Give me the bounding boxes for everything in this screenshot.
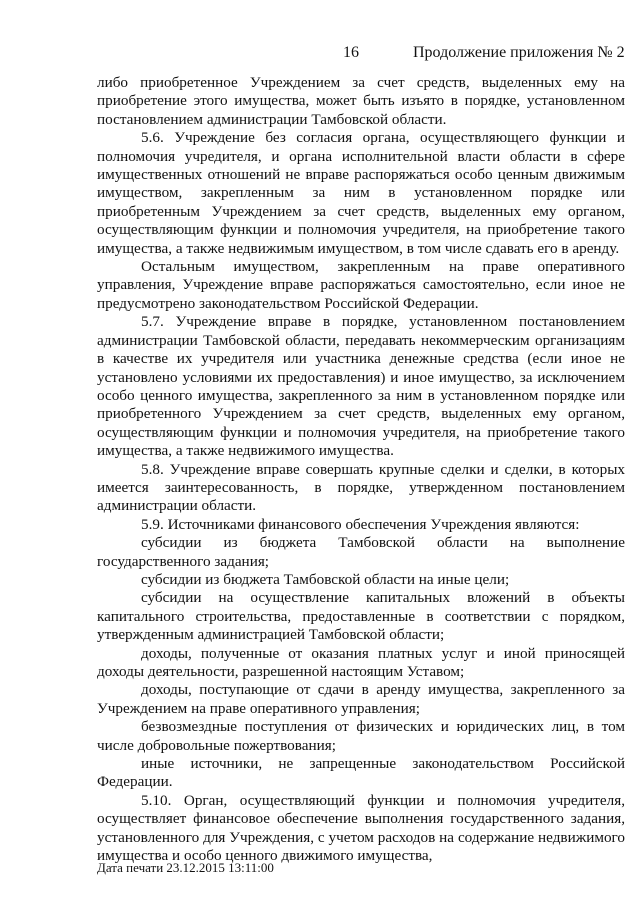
page-number: 16 xyxy=(343,44,359,61)
paragraph: доходы, поступающие от сдачи в аренду имущества, закрепленного за Учреждением на праве оперативного управления; xyxy=(97,681,625,717)
appendix-continuation-header: Продолжение приложения № 2 xyxy=(413,44,625,61)
paragraph: субсидии из бюджета Тамбовской области на выполнение государственного задания; xyxy=(97,534,625,570)
paragraph: субсидии на осуществление капитальных вложений в объекты капитального строительства, предоставленные в соответствии с порядком, утвержденным администрацией Тамбовской области; xyxy=(97,589,625,644)
document-body xyxy=(97,74,625,865)
print-date-footer: Дата печати 23.12.2015 13:11:00 xyxy=(97,860,274,875)
paragraph: Остальным имуществом, закрепленным на праве оперативного управления, Учреждение вправе распоряжаться самостоятельно, если иное не предусмотрено законодательством Российской Федерации. xyxy=(97,258,625,312)
paragraph: 5.7. Учреждение вправе в порядке, установленном постановлением администрации Тамбовской области, передавать некоммерческим организациям в качестве их учредителя или участника денежные средства (если иное не установлено условиями их предоставления) и иное имущество, за исключением особо ценного имущества, закрепленного за ним в установленном порядке или приобретенного Учреждением за счет средств, выделенных ему органом, осуществляющим функции и полномочия учредителя, на приобретение такого имущества, а также недвижимого имущества. xyxy=(97,313,625,460)
paragraph: субсидии из бюджета Тамбовской области на иные цели; xyxy=(141,570,510,588)
paragraph: 5.9. Источниками финансового обеспечения Учреждения являются: xyxy=(141,515,580,533)
paragraph: 5.10. Орган, осуществляющий функции и полномочия учредителя, осуществляет финансовое обеспечение выполнения государственного задания, установленного для Учреждения, с учетом расходов на содержание недвижимого имущества и особо ценного движимого имущества, xyxy=(97,791,625,865)
paragraph: либо приобретенное Учреждением за счет средств, выделенных ему на приобретение этого имущества, может быть изъято в порядке, установленном постановлением администрации Тамбовской области. xyxy=(97,74,625,128)
paragraph: доходы, полученные от оказания платных услуг и иной приносящей доходы деятельности, разрешенной настоящим Уставом; xyxy=(97,644,625,680)
paragraph: 5.8. Учреждение вправе совершать крупные сделки и сделки, в которых имеется заинтересованность, в порядке, утвержденном постановлением администрации области. xyxy=(97,460,625,515)
paragraph: 5.6. Учреждение без согласия органа, осуществляющего функции и полномочия учредителя, и органа исполнительной власти области в сфере имущественных отношений не вправе распоряжаться особо ценным движимым имуществом, закрепленным за ним в установленном порядке или приобретенным Учреждением за счет средств, выделенных ему органом, осуществляющим функции и полномочия учредителя, на приобретение такого имущества, а также недвижимым имуществом, в том числе сдавать его в аренду. xyxy=(97,129,625,257)
paragraph: иные источники, не запрещенные законодательством Российской Федерации. xyxy=(97,755,625,791)
paragraph: безвозмездные поступления от физических и юридических лиц, в том числе добровольные пожертвования; xyxy=(97,718,625,754)
